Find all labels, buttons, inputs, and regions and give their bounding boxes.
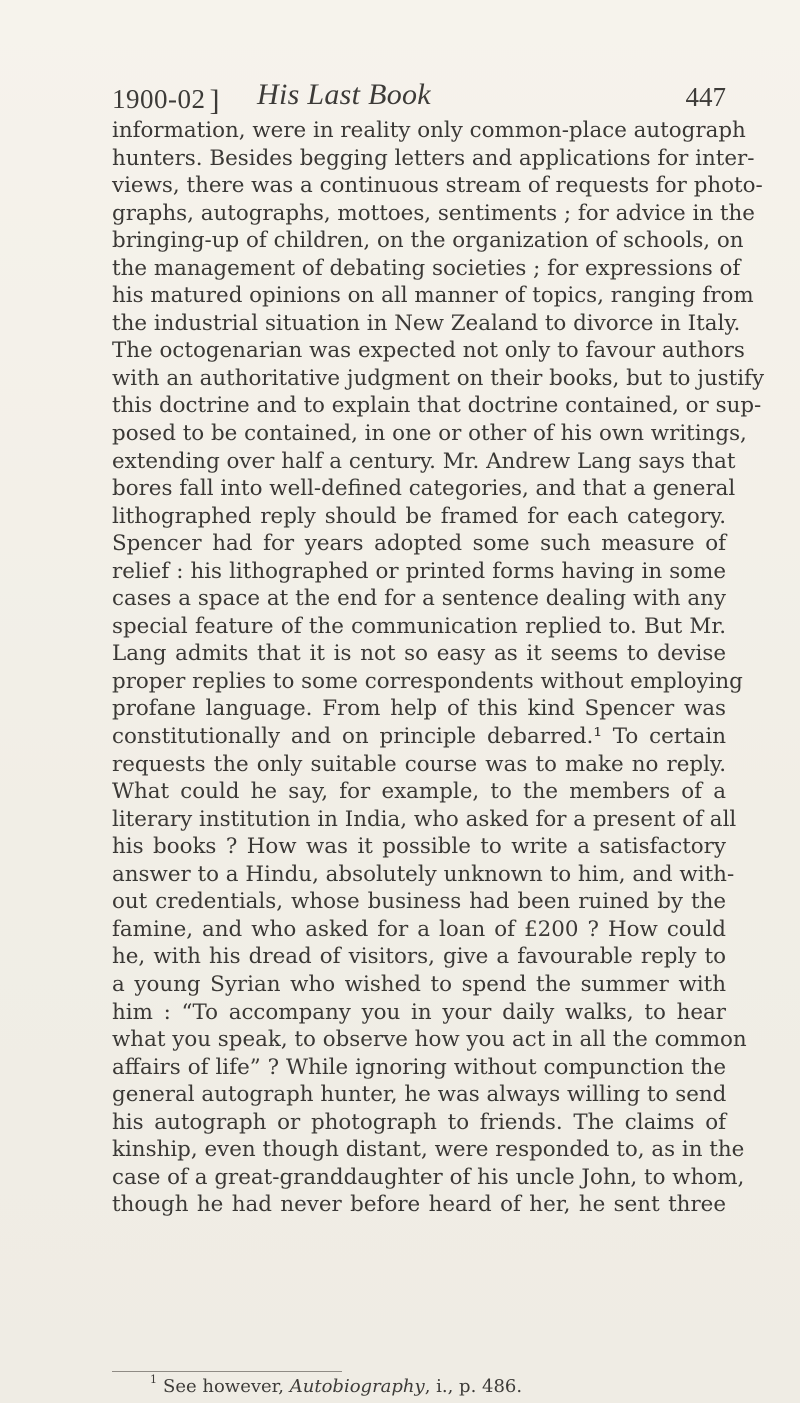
running-head-bracket: ] xyxy=(209,84,220,117)
text-line: the industrial situation in New Zealand to divorce in Italy. xyxy=(112,310,741,336)
text-line: he, with his dread of visitors, give a favourable reply to xyxy=(112,944,726,970)
text-line: bringing-up of children, on the organization of schools, on xyxy=(112,228,744,254)
footnote-title: Autobiography xyxy=(289,1376,425,1397)
text-line: special feature of the communication replied to. But Mr. xyxy=(112,613,726,639)
footnote-prefix: See however, xyxy=(163,1376,285,1397)
text-line: literary institution in India, who asked for a present of all xyxy=(112,806,737,832)
footnote xyxy=(150,1375,522,1397)
text-line: out credentials, whose business had been ruined by the xyxy=(112,889,726,915)
footnote-rule xyxy=(112,1371,342,1372)
text-line: profane language. From help of this kind Spencer was xyxy=(112,696,726,722)
text-line: his matured opinions on all manner of topics, ranging from xyxy=(112,283,754,309)
text-line: his autograph or photograph to friends. The claims of xyxy=(112,1109,726,1135)
text-line: What could he say, for example, to the members of a xyxy=(112,779,726,805)
text-line: extending over half a century. Mr. Andrew Lang says that xyxy=(112,448,736,474)
text-line: kinship, even though distant, were responded to, as in the xyxy=(112,1137,745,1163)
text-line: case of a great-granddaughter of his uncle John, to whom, xyxy=(112,1164,745,1190)
text-line: famine, and who asked for a loan of £200 ? How could xyxy=(112,916,726,942)
text-line: answer to a Hindu, absolutely unknown to him, and with- xyxy=(112,861,735,887)
text-line: the management of debating societies ; for expressions of xyxy=(112,255,741,281)
text-line: affairs of life” ? While ignoring without compunction the xyxy=(112,1054,726,1080)
text-line: hunters. Besides begging letters and applications for inter- xyxy=(112,145,755,171)
text-line: information, were in reality only common-place autograph xyxy=(112,118,746,143)
text-line: constitutionally and on principle debarred.¹ To certain xyxy=(112,724,726,750)
text-line: The octogenarian was expected not only to favour authors xyxy=(112,338,745,364)
text-line: lithographed reply should be framed for each category. xyxy=(112,503,726,529)
footnote-marker: 1 xyxy=(150,1373,157,1386)
text-line: bores fall into well-defined categories, and that a general xyxy=(112,476,736,502)
text-line: cases a space at the end for a sentence dealing with any xyxy=(112,586,726,612)
text-line: requests the only suitable course was to make no reply. xyxy=(112,751,726,777)
text-line: proper replies to some correspondents without employing xyxy=(112,668,743,694)
running-head xyxy=(112,78,726,117)
text-line: a young Syrian who wished to spend the summer with xyxy=(112,971,726,997)
text-line: him : “To accompany you in your daily walks, to hear xyxy=(112,999,726,1025)
text-line: with an authoritative judgment on their books, but to justify xyxy=(112,365,765,391)
text-line: relief : his lithographed or printed forms having in some xyxy=(112,558,726,584)
text-line: views, there was a continuous stream of requests for photo- xyxy=(112,173,763,199)
page-number: 447 xyxy=(685,82,726,112)
text-line: this doctrine and to explain that doctrine contained, or sup- xyxy=(112,393,762,419)
text-line: what you speak, to observe how you act in all the common xyxy=(112,1027,747,1053)
text-line: graphs, autographs, mottoes, sentiments ; for advice in the xyxy=(112,200,755,226)
text-line: posed to be contained, in one or other of his own writings, xyxy=(112,421,747,447)
text-line: Spencer had for years adopted some such measure of xyxy=(112,531,726,557)
text-line: general autograph hunter, he was always willing to send xyxy=(112,1082,727,1108)
running-head-title: His Last Book xyxy=(257,78,431,111)
footnote-suffix: , i., p. 486. xyxy=(424,1376,523,1397)
text-line: his books ? How was it possible to write a satisfactory xyxy=(112,834,726,860)
text-line: though he had never before heard of her, he sent three xyxy=(112,1192,726,1218)
text-line: Lang admits that it is not so easy as it seems to devise xyxy=(112,641,726,667)
running-head-years: 1900-02 ] xyxy=(112,84,220,117)
body-text xyxy=(112,117,765,1219)
